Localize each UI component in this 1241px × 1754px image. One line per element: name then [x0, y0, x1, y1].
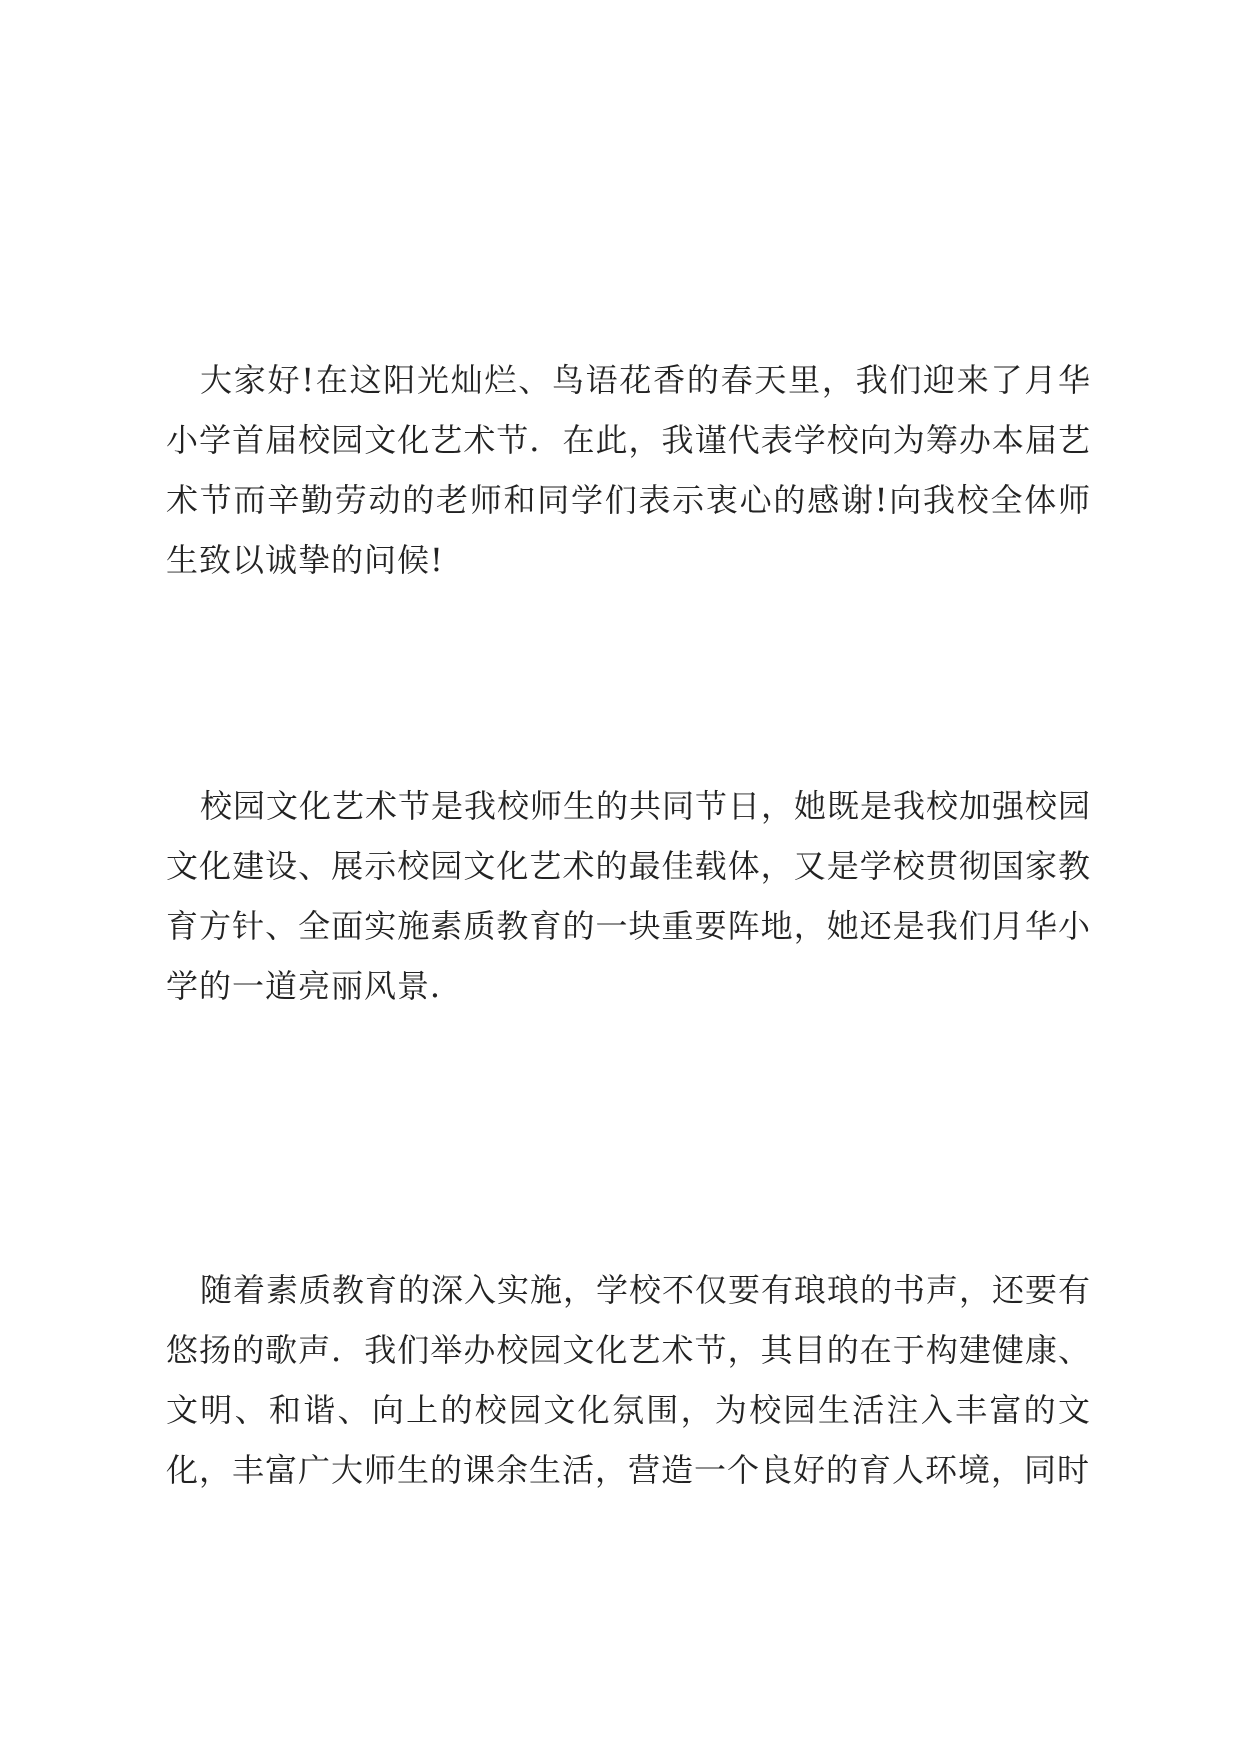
paragraph-festival-purpose: 校园文化艺术节是我校师生的共同节日，她既是我校加强校园文化建设、展示校园文化艺术的最佳载体，又是学校贯彻国家教育方针、全面实施素质教育的一块重要阵地，她还是我们月华小学的一道亮丽风景．: [166, 787, 1092, 1005]
paragraph-quality-education: 随着素质教育的深入实施，学校不仅要有琅琅的书声，还要有悠扬的歌声．我们举办校园文化艺术节，其目的在于构建健康、文明、和谐、向上的校园文化氛围，为校园生活注入丰富的文化，丰富广大师生的课余生活，营造一个良好的育人环境，同时: [166, 1271, 1092, 1489]
paragraph-greeting: 大家好!在这阳光灿烂、鸟语花香的春天里，我们迎来了月华小学首届校园文化艺术节．在此，我谨代表学校向为筹办本届艺术节而辛勤劳动的老师和同学们表示衷心的感谢!向我校全体师生致以诚挚的问候!: [166, 361, 1091, 579]
